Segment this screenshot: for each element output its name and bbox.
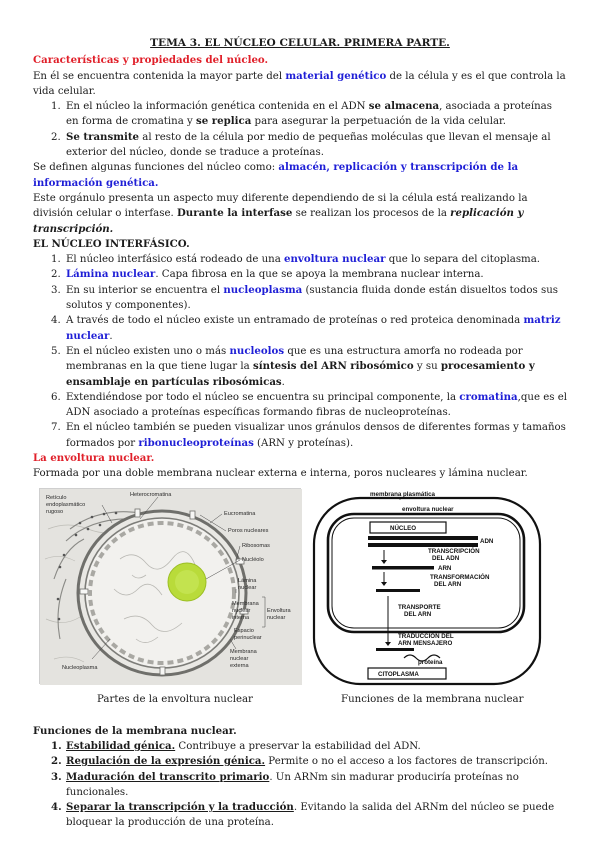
label-envoltura-nuclear: envoltura nuclear (402, 505, 454, 513)
section-heading-interphase: EL NÚCLEO INTERFÁSICO. (33, 237, 190, 250)
section-heading-characteristics: Características y propiedades del núcleo. (33, 54, 269, 67)
label-traduccion: TRADUCCIÓN DEL (398, 632, 454, 640)
functions-paragraph: Se definen algunas funciones del núcleo como: almacén, replicación y transcripción de la información genética. (33, 161, 519, 189)
label-nucleo: NÚCLEO (390, 524, 417, 532)
label-citoplasma: CITOPLASMA (378, 670, 419, 678)
section-heading-envelope: La envoltura nuclear. (33, 452, 155, 465)
list-item: 4. A través de todo el núcleo existe un entramado de proteínas o red proteica denominada matriz nuclear. (51, 314, 561, 342)
label-transformacion-2: DEL ARN (434, 580, 462, 588)
list-item: 3. Maduración del transcrito primario. Un ARNm sin madurar produciría proteínas no funcionales. (51, 770, 519, 798)
list-item: 2. Se transmite al resto de la célula por medio de pequeñas moléculas que llevan el mensaje al exterior del núcleo, donde se traduce a proteínas. (51, 130, 551, 159)
figures-row (33, 488, 567, 724)
label-traduccion-2: ARN MENSAJERO (398, 639, 453, 647)
label-eucromatina: Eucromatina (224, 510, 256, 517)
list-item: 7. En el núcleo también se pueden visualizar unos gránulos densos de diferentes formas y tamaños formados por ribonucleoproteínas (ARN y proteínas). (51, 422, 566, 449)
label-envoltura-2: nuclear (267, 614, 286, 621)
label-espacio: Espacio (234, 627, 254, 634)
label-membrana-interna-2: nuclear (232, 607, 251, 614)
intro-paragraph: En él se encuentra contenida la mayor parte del material genético de la célula y es el que controla la vida celular. (33, 69, 566, 97)
label-membrana-externa-2: nuclear (230, 655, 249, 662)
caption-left: Partes de la envoltura nuclear (97, 693, 253, 705)
envelope-paragraph: Formada por una doble membrana nuclear externa e interna, poros nucleares y lámina nuclear. (33, 468, 528, 480)
label-reticulo: Retículo (46, 494, 67, 501)
label-ribosomas: Ribosomas (242, 542, 270, 549)
label-transporte: TRANSPORTE (398, 603, 441, 611)
list-item: 4. Separar la transcripción y la traducción. Evitando la salida del ARNm del núcleo se puede bloquear la producción de una proteína. (51, 801, 555, 829)
label-membrana-interna-3: interna (232, 614, 250, 621)
label-membrana-externa: Membrana (230, 648, 257, 655)
nuclear-envelope-figure (39, 488, 301, 684)
label-transcripcion: TRANSCRIPCIÓN (428, 547, 480, 555)
label-espacio-2: perinuclear (234, 634, 262, 641)
label-reticulo-3: rugoso (46, 508, 64, 515)
list-item: 1. Estabilidad génica. Contribuye a preservar la estabilidad del ADN. (51, 739, 421, 752)
organelle-paragraph: Este orgánulo presenta un aspecto muy diferente dependiendo de si la célula está realizando la división celular o interfase. Durante la interfase se realizan los procesos de la replicación y transcripción. (33, 192, 528, 235)
label-adn: ADN (480, 537, 494, 545)
label-envoltura: Envoltura (267, 607, 291, 614)
label-heterocromatina: Heterocromatina (130, 491, 172, 498)
label-transformacion: TRANSFORMACIÓN (430, 573, 490, 581)
label-transcripcion-2: DEL ADN (432, 554, 460, 562)
label-membrana-plasmatica: membrana plasmática (370, 490, 435, 498)
label-lamina-2: nuclear (238, 584, 257, 591)
functions-list (33, 739, 567, 831)
list-item: 3. En su interior se encuentra el nucleoplasma (sustancia fluida donde están disueltos todos sus solutos y componentes). (51, 283, 559, 312)
list-item: 6. Extendiéndose por todo el núcleo se encuentra su principal componente, la cromatina,que es el ADN asociado a proteínas específicas formando fibras de nucleoproteínas. (51, 390, 567, 419)
list-item: 5. En el núcleo existen uno o más nucleolos que es una estructura amorfa no rodeada por membranas en la que tiene lugar la síntesis del ARN ribosómico y su procesamiento y ensamblaje en partículas ribosómicas. (51, 344, 535, 388)
label-membrana-interna: Membrana (232, 600, 259, 607)
list-item: 2. Regulación de la expresión génica. Permite o no el acceso a los factores de transcripción. (51, 755, 548, 768)
label-transporte-2: DEL ARN (404, 610, 432, 618)
label-proteina: proteína (418, 658, 443, 666)
label-lamina: Lámina (238, 577, 257, 584)
label-nucleolo: Nucléolo (242, 556, 264, 563)
label-nucleoplasma: Nucleoplasma (62, 664, 98, 671)
membrane-functions-figure (308, 488, 562, 688)
characteristics-list (33, 99, 567, 160)
label-poros: Poros nucleares (228, 527, 269, 534)
section-heading-functions: Funciones de la membrana nuclear. (33, 724, 237, 737)
label-membrana-externa-3: externa (230, 662, 249, 669)
interphase-list (33, 252, 567, 451)
page-title: TEMA 3. EL NÚCLEO CELULAR. PRIMERA PARTE. (150, 37, 450, 49)
list-item: 2. Lámina nuclear. Capa fibrosa en la que se apoya la membrana nuclear interna. (51, 268, 484, 281)
caption-right: Funciones de la membrana nuclear (341, 693, 524, 705)
label-reticulo-2: endoplasmático (46, 501, 86, 508)
list-item: 1. En el núcleo la información genética contenida en el ADN se almacena, asociada a proteínas en forma de cromatina y se replica para asegurar la perpetuación de la vida celular. (51, 100, 552, 128)
document-page (33, 36, 567, 831)
label-arn: ARN (438, 564, 452, 572)
list-item: 1. El núcleo interfásico está rodeado de una envoltura nuclear que lo separa del citoplasma. (51, 253, 541, 266)
